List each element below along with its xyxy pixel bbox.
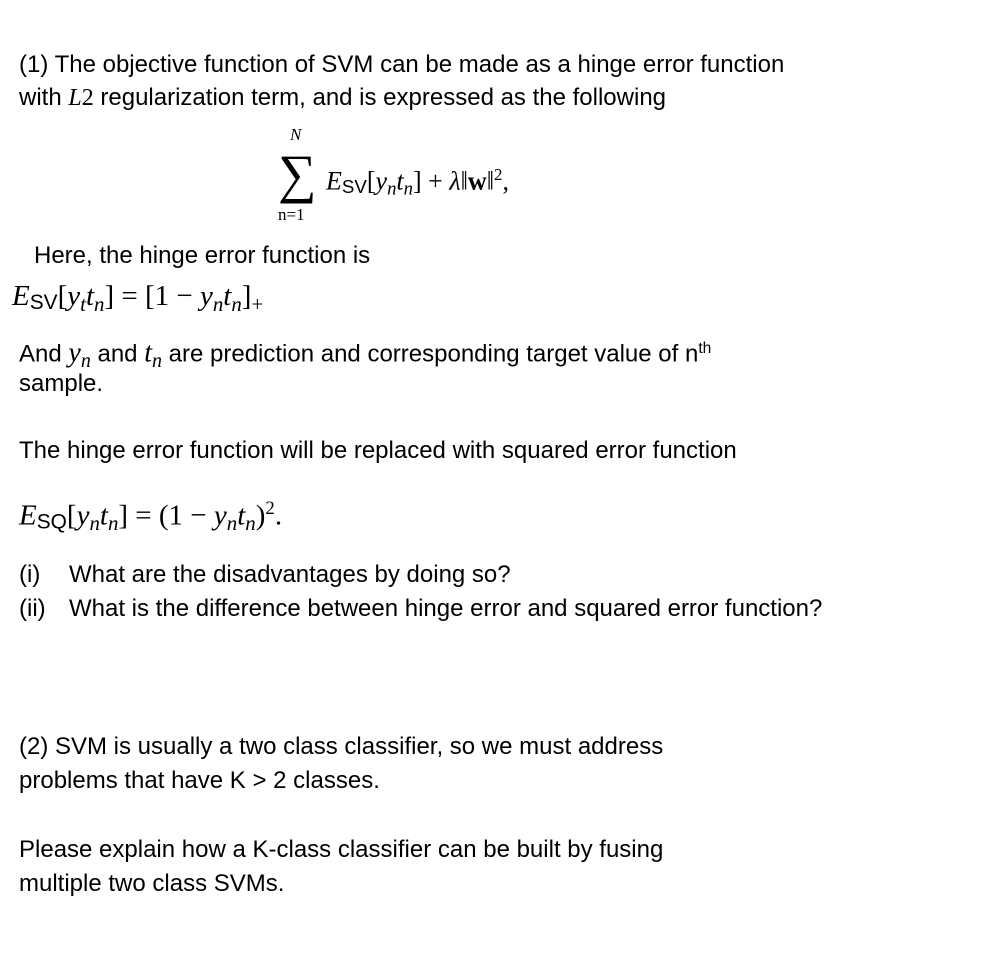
hinge-mid: ] = [1 − [104, 280, 200, 312]
sum-norm-close: ‖ [486, 166, 495, 196]
summation-expression [326, 160, 509, 205]
sq-t2-sub: n [245, 511, 256, 536]
sq-open: [ [66, 499, 77, 532]
and-rest: are prediction and corresponding target value of n [161, 340, 699, 368]
sq-sq: 2 [265, 498, 275, 519]
sub-question-i-text: What are the disadvantages by doing so? [69, 561, 511, 588]
hinge-e: E [12, 280, 30, 312]
q1-line-2-prefix: with [19, 84, 69, 111]
sum-lower-limit: n=1 [278, 205, 305, 224]
hinge-t-sub: n [94, 291, 105, 316]
sq-y2: y [213, 499, 227, 532]
sq-e-sub: SQ [36, 510, 67, 534]
hinge-plus: + [251, 291, 264, 316]
sub-question-ii-num: (ii) [19, 595, 46, 622]
hinge-open: [ [57, 280, 68, 312]
q2-line-3: Please explain how a K-class classifier can be built by fusing [19, 836, 664, 863]
sq-e: E [19, 499, 37, 532]
hinge-y: y [67, 280, 81, 312]
and-t: t [144, 337, 152, 369]
q2-line-4: multiple two class SVMs. [19, 870, 285, 897]
sub-question-i [19, 560, 511, 590]
and-y-sub: n [80, 350, 91, 373]
hinge-equation [12, 279, 263, 321]
hinge-t: t [85, 280, 94, 312]
here-text: Here, the hinge error function is [34, 242, 371, 269]
q1-line-2 [19, 83, 666, 113]
sq-y-sub: n [89, 511, 100, 536]
hinge-y-sub: t [80, 291, 86, 316]
sum-norm-open: ‖ [460, 166, 468, 196]
sum-t: t [396, 166, 404, 196]
and-line [19, 334, 711, 376]
sum-lambda: λ [449, 166, 461, 196]
q2-line-2: problems that have K > 2 classes. [19, 767, 380, 794]
sq-mid: ] = (1 − [118, 499, 214, 532]
sq-t: t [99, 499, 108, 532]
sq-y: y [76, 499, 90, 532]
q2-line-1: (2) SVM is usually a two class classifier, so we must address [19, 733, 664, 760]
sq-y2-sub: n [226, 511, 238, 536]
q1-line-1: (1) The objective function of SVM can be made as a hinge error function [19, 51, 785, 78]
and-th: th [698, 340, 712, 357]
sum-e: E [326, 166, 342, 196]
sub-question-ii-text: What is the difference between hinge error and squared error function? [69, 595, 823, 622]
sum-e-sub: SV [341, 176, 367, 198]
and-word-2: and [90, 340, 145, 368]
sum-w: w [467, 166, 487, 196]
sum-upper-limit: N [290, 125, 302, 144]
replace-text: The hinge error function will be replaced with squared error function [19, 437, 737, 464]
summation-block [270, 125, 330, 235]
sum-y: y [375, 166, 388, 196]
sq-t2: t [237, 499, 246, 532]
and-word: And [19, 340, 69, 368]
sum-t-sub: n [403, 178, 414, 200]
q1-l2-math [68, 85, 93, 111]
sum-symbol: ∑ [278, 144, 317, 204]
sum-close-plus: ] + [413, 166, 450, 196]
hinge-y2: y [199, 280, 213, 312]
and-y: y [68, 337, 81, 369]
sum-y-sub: n [387, 178, 397, 200]
sub-question-ii [19, 594, 822, 624]
sq-t-sub: n [107, 511, 119, 536]
sub-question-i-num: (i) [19, 561, 41, 588]
sum-sq: 2 [494, 165, 503, 184]
sum-open: [ [366, 166, 376, 196]
q1-line-2-suffix: regularization term, and is expressed as the following [93, 84, 667, 111]
sq-close: ) [255, 499, 266, 532]
sum-comma: , [502, 166, 509, 196]
l2-math-2: 2 [81, 85, 94, 111]
hinge-e-sub: SV [29, 291, 58, 315]
squared-equation [19, 492, 282, 540]
sample-text: sample. [19, 370, 104, 397]
hinge-t2-sub: n [231, 291, 242, 316]
hinge-end: ] [241, 280, 252, 312]
l2-math-l: L [68, 85, 82, 111]
hinge-y2-sub: n [212, 291, 224, 316]
hinge-t2: t [223, 280, 232, 312]
and-t-sub: n [151, 350, 162, 373]
sq-dot: . [274, 499, 283, 532]
